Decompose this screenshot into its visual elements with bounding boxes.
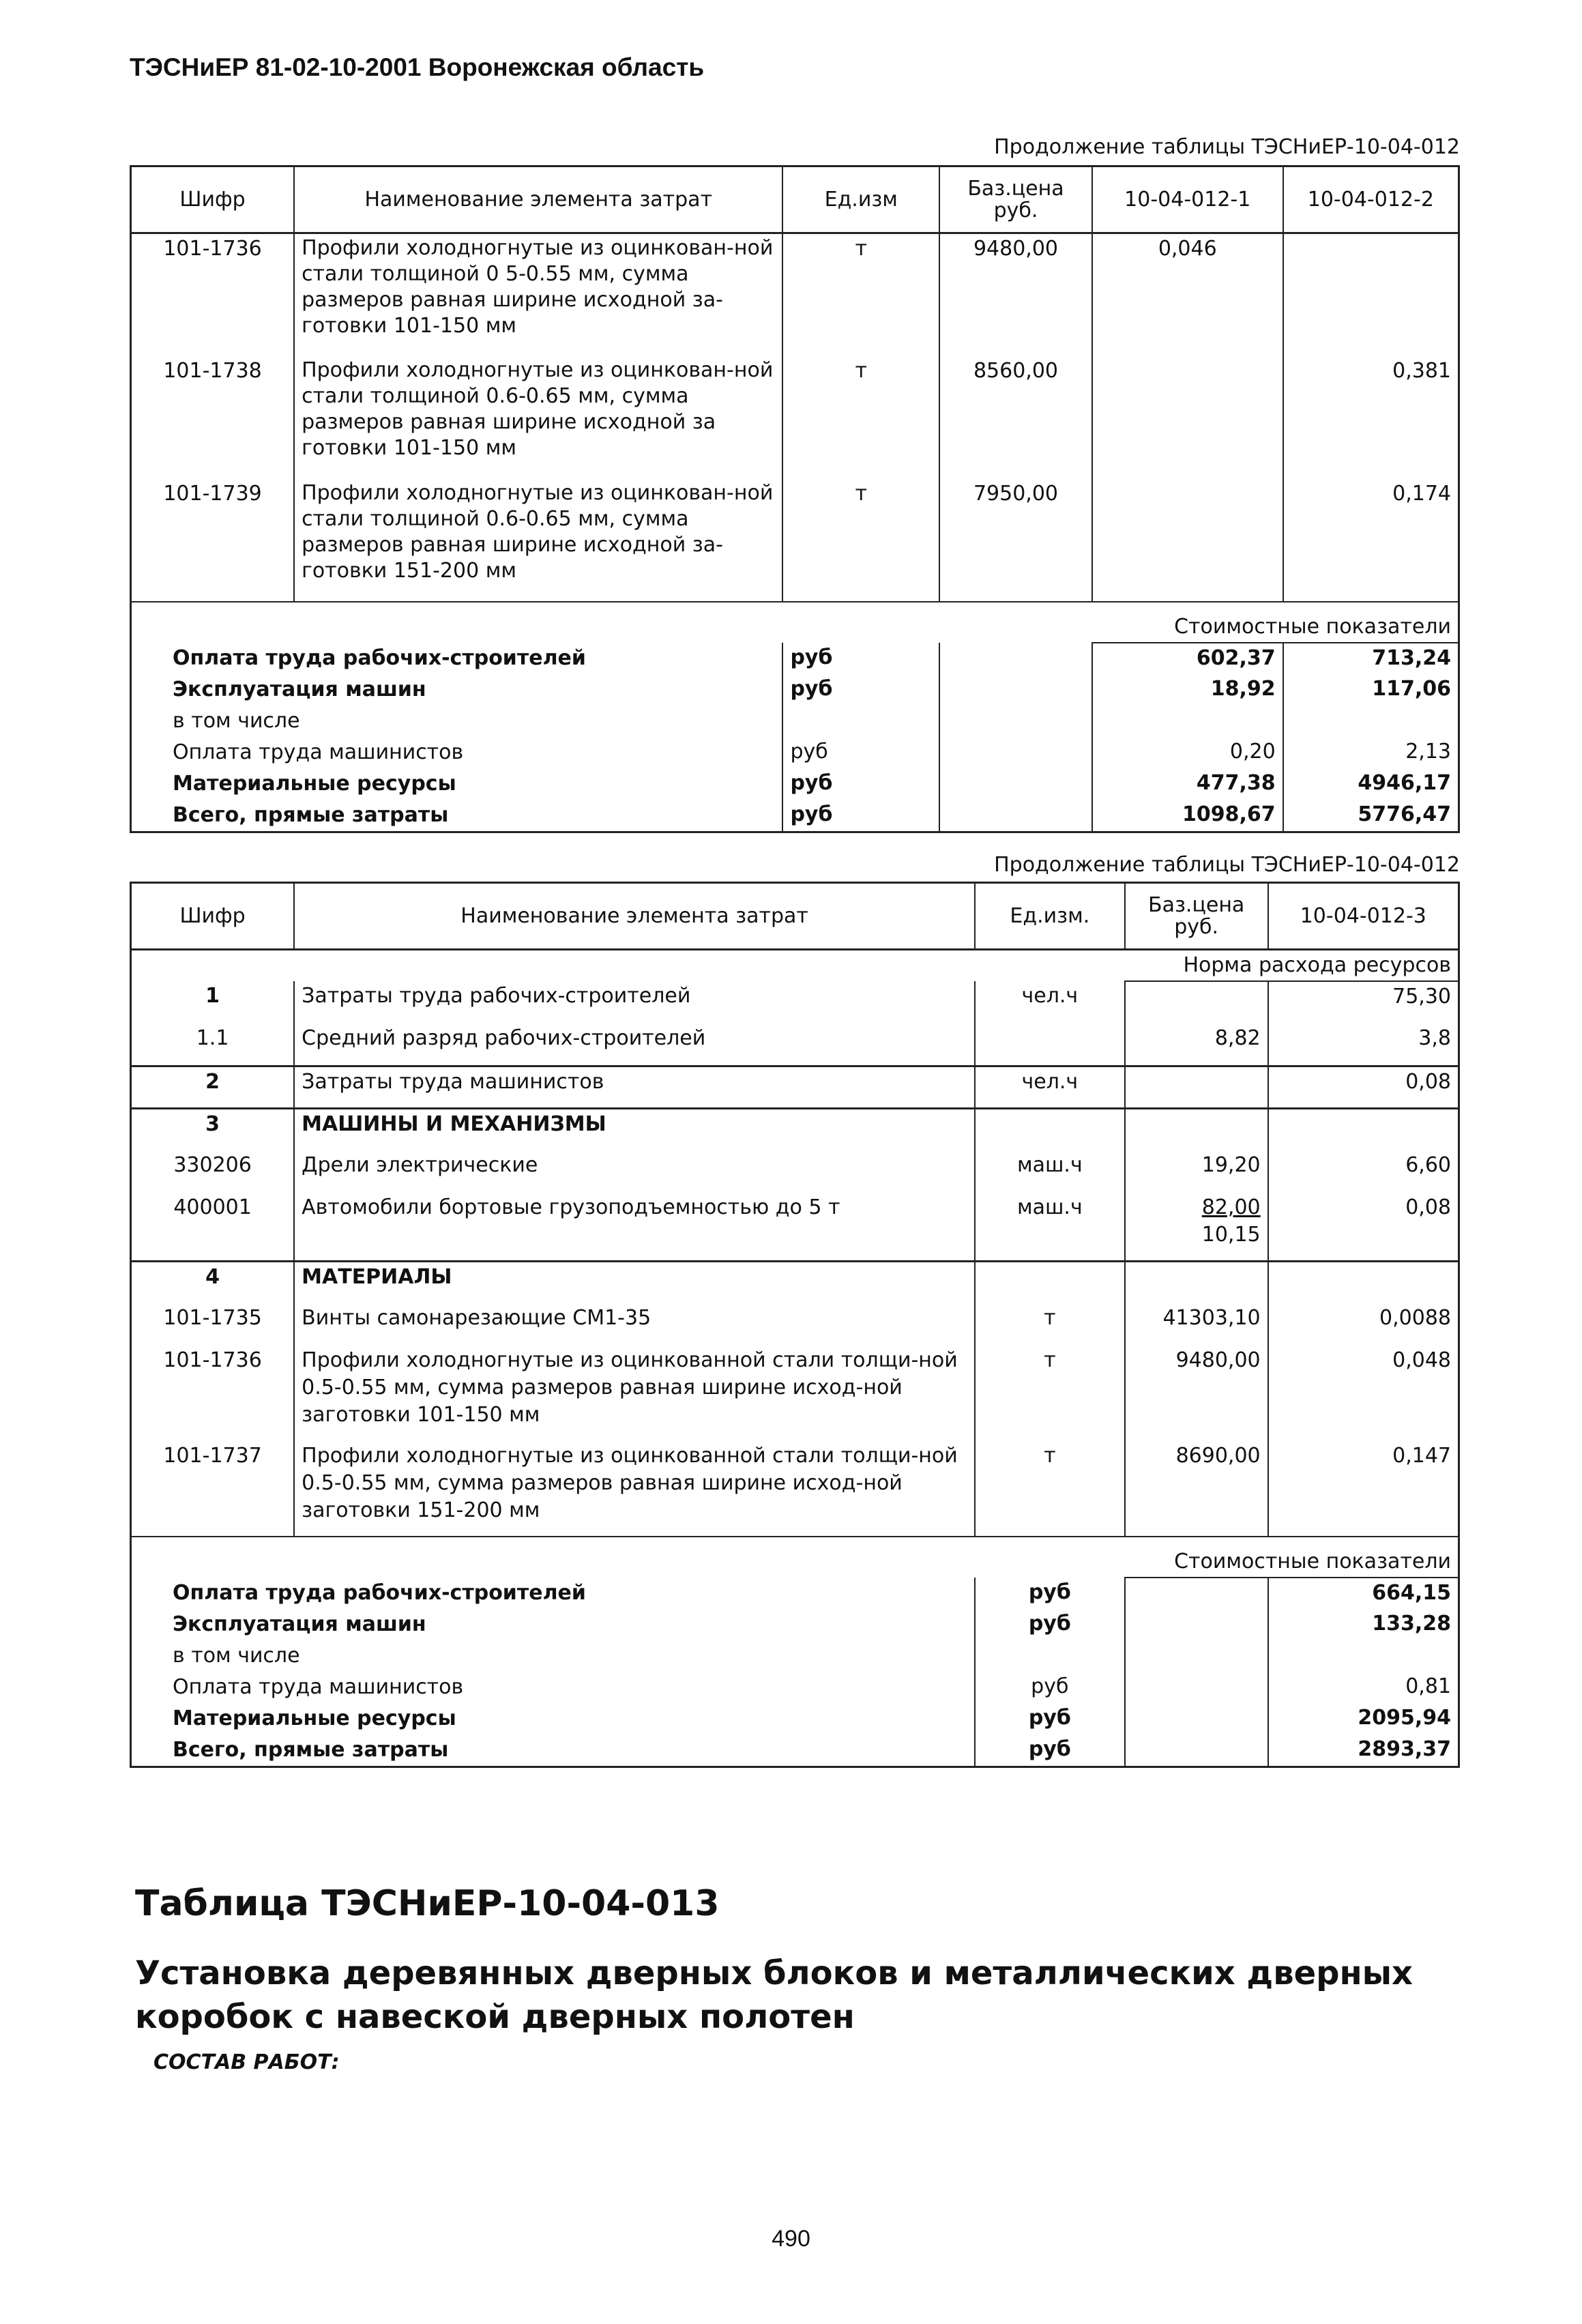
- cost-label: в том числе: [173, 708, 300, 733]
- cost-value-1: 602,37: [1092, 643, 1283, 674]
- cost-row: [131, 706, 1459, 737]
- blank-cell: [939, 674, 1092, 706]
- next-table-title: Таблица ТЭСНиЕР-10-04-013: [135, 1883, 720, 1924]
- col-code: Шифр: [179, 903, 246, 928]
- price-value: 8690,00: [1175, 1444, 1261, 1468]
- cost-row: [131, 1609, 1459, 1640]
- cost-label: Материальные ресурсы: [173, 771, 456, 796]
- row-unit: т: [782, 356, 939, 479]
- cost-row: [131, 674, 1459, 706]
- price-value: 9480,00: [1175, 1348, 1261, 1372]
- row-price: [1125, 1066, 1268, 1108]
- cost-label: в том числе: [173, 1644, 300, 1668]
- row-code: 101-1736: [163, 1348, 262, 1372]
- row-name: Винты самонарезающие СМ1-35: [294, 1303, 975, 1346]
- cost-value-1: [1092, 706, 1283, 737]
- blank-cell: [939, 737, 1092, 768]
- row-name: Профили холодногнутые из оцинкован-ной стали толщиной 0 5-0.55 мм, сумма размеров равная ширине исходной за-готовки 101-150 мм: [294, 233, 782, 356]
- row-value: 75,30: [1268, 981, 1459, 1023]
- row-value: 3,8: [1268, 1023, 1459, 1066]
- blank-cell: [1125, 1609, 1268, 1640]
- cost-unit: руб: [975, 1578, 1125, 1609]
- cost-value: 664,15: [1268, 1578, 1459, 1609]
- row-unit: т: [975, 1303, 1125, 1346]
- row-price: [1125, 1150, 1268, 1193]
- table-row: [131, 233, 1459, 356]
- blank-cell: [131, 602, 1092, 643]
- row-name: МАШИНЫ И МЕХАНИЗМЫ: [294, 1108, 975, 1150]
- cost-value-1: 1098,67: [1092, 800, 1283, 832]
- cost-label: Оплата труда рабочих-строителей: [173, 1581, 586, 1605]
- row-unit: [975, 1023, 1125, 1066]
- table2-caption: Продолжение таблицы ТЭСНиЕР-10-04-012: [994, 853, 1460, 877]
- cost-row: [131, 1703, 1459, 1734]
- table1-caption: Продолжение таблицы ТЭСНиЕР-10-04-012: [994, 135, 1460, 159]
- row-price: 7950,00: [939, 479, 1092, 602]
- row-unit: т: [975, 1346, 1125, 1441]
- table-row: [131, 981, 1459, 1023]
- row-value: 0,08: [1268, 1066, 1459, 1108]
- row-code: 1: [205, 984, 220, 1008]
- price-value-2: 10,15: [1201, 1223, 1261, 1247]
- row-price: [1125, 1441, 1268, 1537]
- works-heading: СОСТАВ РАБОТ:: [153, 2050, 340, 2074]
- price-value: 8,82: [1214, 1026, 1261, 1050]
- row-price: 9480,00: [939, 233, 1092, 356]
- row-value-1: 0,046: [1092, 233, 1283, 356]
- row-name: Затраты труда машинистов: [294, 1066, 975, 1108]
- cost-row: [131, 768, 1459, 800]
- cost-value-1: 18,92: [1092, 674, 1283, 706]
- row-price: [1125, 1303, 1268, 1346]
- cost-unit: руб: [975, 1609, 1125, 1640]
- col-code: Шифр: [179, 187, 246, 212]
- cost-unit: [975, 1640, 1125, 1672]
- row-code: 4: [205, 1264, 220, 1289]
- row-name: Автомобили бортовые грузоподъемностью до 5 т: [294, 1193, 975, 1261]
- cost-row: [131, 800, 1459, 832]
- row-value: 6,60: [1268, 1150, 1459, 1193]
- table-row: [131, 479, 1459, 602]
- price-value: 82,00: [1201, 1195, 1261, 1219]
- cost-value: 133,28: [1268, 1609, 1459, 1640]
- row-value: 0,08: [1268, 1193, 1459, 1261]
- cost-unit: руб: [782, 737, 939, 768]
- row-value: [1268, 1261, 1459, 1303]
- row-unit: чел.ч: [975, 1066, 1125, 1108]
- table-row: [131, 1261, 1459, 1303]
- row-price: [1125, 1261, 1268, 1303]
- cost-unit: руб: [782, 674, 939, 706]
- cost-label: Всего, прямые затраты: [173, 802, 449, 827]
- blank-cell: [1125, 1578, 1268, 1609]
- blank-cell: [939, 643, 1092, 674]
- row-code: 101-1739: [163, 481, 262, 506]
- row-value: 0,0088: [1268, 1303, 1459, 1346]
- cost-value: 0,81: [1268, 1672, 1459, 1703]
- cost-row: [131, 643, 1459, 674]
- row-name: Профили холодногнутые из оцинкован-ной стали толщиной 0.6-0.65 мм, сумма размеров равная ширине исходной за готовки 101-150 мм: [294, 356, 782, 479]
- cost-row: [131, 1640, 1459, 1672]
- cost-row: [131, 1734, 1459, 1767]
- table-10-04-012-part1: [130, 165, 1460, 833]
- table-row: [131, 1441, 1459, 1537]
- col-012-2: 10-04-012-2: [1283, 166, 1459, 233]
- col-name: Наименование элемента затрат: [294, 166, 782, 233]
- table-10-04-012-part2: [130, 882, 1460, 1768]
- cost-value-2: 4946,17: [1283, 768, 1459, 800]
- row-unit: маш.ч: [975, 1150, 1125, 1193]
- blank-cell: [939, 800, 1092, 832]
- row-name: Профили холодногнутые из оцинкованной стали толщи-ной 0.5-0.55 мм, сумма размеров равная ширине исход-ной заготовки 151-200 мм: [294, 1441, 975, 1537]
- blank-cell: [1125, 1672, 1268, 1703]
- row-unit: [975, 1108, 1125, 1150]
- table-row: [131, 1150, 1459, 1193]
- cost-row: [131, 737, 1459, 768]
- cost-label: Оплата труда машинистов: [173, 1675, 464, 1699]
- row-value-2: [1283, 233, 1459, 356]
- table-row: [131, 1108, 1459, 1150]
- table-row: [131, 356, 1459, 479]
- row-name: МАТЕРИАЛЫ: [294, 1261, 975, 1303]
- cost-value: 2095,94: [1268, 1703, 1459, 1734]
- row-code: 400001: [173, 1195, 252, 1219]
- cost-caption-row: [131, 1537, 1459, 1578]
- cost-row: [131, 1672, 1459, 1703]
- cost-label: Эксплуатация машин: [173, 1612, 426, 1636]
- next-table-subtitle: Установка деревянных дверных блоков и металлических дверных коробок с навеской дверных полотен: [135, 1954, 1413, 2036]
- col-unit: Ед.изм: [782, 166, 939, 233]
- row-price: [1125, 1193, 1268, 1261]
- row-code: 101-1738: [163, 358, 262, 383]
- cost-unit: руб: [975, 1672, 1125, 1703]
- row-price: 8560,00: [939, 356, 1092, 479]
- row-name: Затраты труда рабочих-строителей: [294, 981, 975, 1023]
- norm-caption-row: [131, 950, 1459, 982]
- row-value: 0,048: [1268, 1346, 1459, 1441]
- row-value-2: 0,381: [1283, 356, 1459, 479]
- cost-label: Оплата труда машинистов: [173, 740, 464, 764]
- row-unit: маш.ч: [975, 1193, 1125, 1261]
- table-row: [131, 1346, 1459, 1441]
- table-row: [131, 1193, 1459, 1261]
- cost-value-2: 713,24: [1283, 643, 1459, 674]
- row-price: [1125, 981, 1268, 1023]
- row-price: [1125, 1108, 1268, 1150]
- row-price: [1125, 1023, 1268, 1066]
- row-unit: [975, 1261, 1125, 1303]
- row-code: 101-1735: [163, 1306, 262, 1330]
- cost-value-2: 117,06: [1283, 674, 1459, 706]
- blank-cell: [131, 950, 1125, 982]
- cost-unit: руб: [782, 768, 939, 800]
- blank-cell: [1125, 1703, 1268, 1734]
- row-unit: т: [782, 479, 939, 602]
- row-value: 0,147: [1268, 1441, 1459, 1537]
- blank-cell: [1125, 1734, 1268, 1767]
- row-unit: т: [782, 233, 939, 356]
- row-name: Профили холодногнутые из оцинкованной стали толщи-ной 0.5-0.55 мм, сумма размеров равная ширине исход-ной заготовки 101-150 мм: [294, 1346, 975, 1441]
- row-value-1: [1092, 356, 1283, 479]
- cost-caption: Стоимостные показатели: [1125, 1537, 1459, 1578]
- cost-caption-row: [131, 602, 1459, 643]
- cost-label: Оплата труда рабочих-строителей: [173, 645, 586, 670]
- row-name: Дрели электрические: [294, 1150, 975, 1193]
- cost-label: Всего, прямые затраты: [173, 1738, 449, 1762]
- row-code: 3: [205, 1112, 220, 1136]
- row-value: [1268, 1108, 1459, 1150]
- row-value-2: 0,174: [1283, 479, 1459, 602]
- blank-cell: [1125, 1640, 1268, 1672]
- col-name: Наименование элемента затрат: [294, 883, 975, 950]
- blank-cell: [939, 706, 1092, 737]
- cost-caption: Стоимостные показатели: [1092, 602, 1459, 643]
- price-value: 19,20: [1201, 1153, 1261, 1177]
- table-row: [131, 1023, 1459, 1066]
- cost-label: Материальные ресурсы: [173, 1706, 456, 1730]
- row-code: 2: [205, 1069, 220, 1094]
- cost-value-1: 0,20: [1092, 737, 1283, 768]
- row-code: 101-1737: [163, 1444, 262, 1468]
- cost-value-2: [1283, 706, 1459, 737]
- col-unit: Ед.изм.: [975, 883, 1125, 950]
- row-unit: чел.ч: [975, 981, 1125, 1023]
- price-value: 41303,10: [1162, 1306, 1261, 1330]
- cost-label: Эксплуатация машин: [173, 677, 426, 701]
- document-header: ТЭСНиЕР 81-02-10-2001 Воронежская область: [130, 53, 705, 81]
- row-code: 1.1: [196, 1026, 229, 1050]
- norm-caption: Норма расхода ресурсов: [1125, 950, 1459, 982]
- cost-unit: руб: [782, 643, 939, 674]
- row-code: 330206: [173, 1153, 252, 1177]
- row-unit: т: [975, 1441, 1125, 1537]
- table-row: [131, 1303, 1459, 1346]
- col-012-1: 10-04-012-1: [1092, 166, 1283, 233]
- row-name: Профили холодногнутые из оцинкован-ной стали толщиной 0.6-0.65 мм, сумма размеров равная ширине исходной за-готовки 151-200 мм: [294, 479, 782, 602]
- cost-unit: руб: [975, 1734, 1125, 1767]
- cost-value: 2893,37: [1268, 1734, 1459, 1767]
- blank-cell: [939, 768, 1092, 800]
- blank-cell: [131, 1537, 1125, 1578]
- col-price: Баз.цена руб.: [939, 166, 1092, 233]
- table-row: [131, 1066, 1459, 1108]
- col-012-3: 10-04-012-3: [1268, 883, 1459, 950]
- row-code: 101-1736: [163, 237, 262, 261]
- cost-unit: руб: [782, 800, 939, 832]
- row-price: [1125, 1346, 1268, 1441]
- cost-value: [1268, 1640, 1459, 1672]
- cost-unit: руб: [975, 1703, 1125, 1734]
- page-number: 490: [772, 2226, 810, 2252]
- cost-value-2: 2,13: [1283, 737, 1459, 768]
- cost-value-1: 477,38: [1092, 768, 1283, 800]
- cost-unit: [782, 706, 939, 737]
- cost-value-2: 5776,47: [1283, 800, 1459, 832]
- col-price: Баз.цена руб.: [1125, 883, 1268, 950]
- row-name: Средний разряд рабочих-строителей: [294, 1023, 975, 1066]
- cost-row: [131, 1578, 1459, 1609]
- row-value-1: [1092, 479, 1283, 602]
